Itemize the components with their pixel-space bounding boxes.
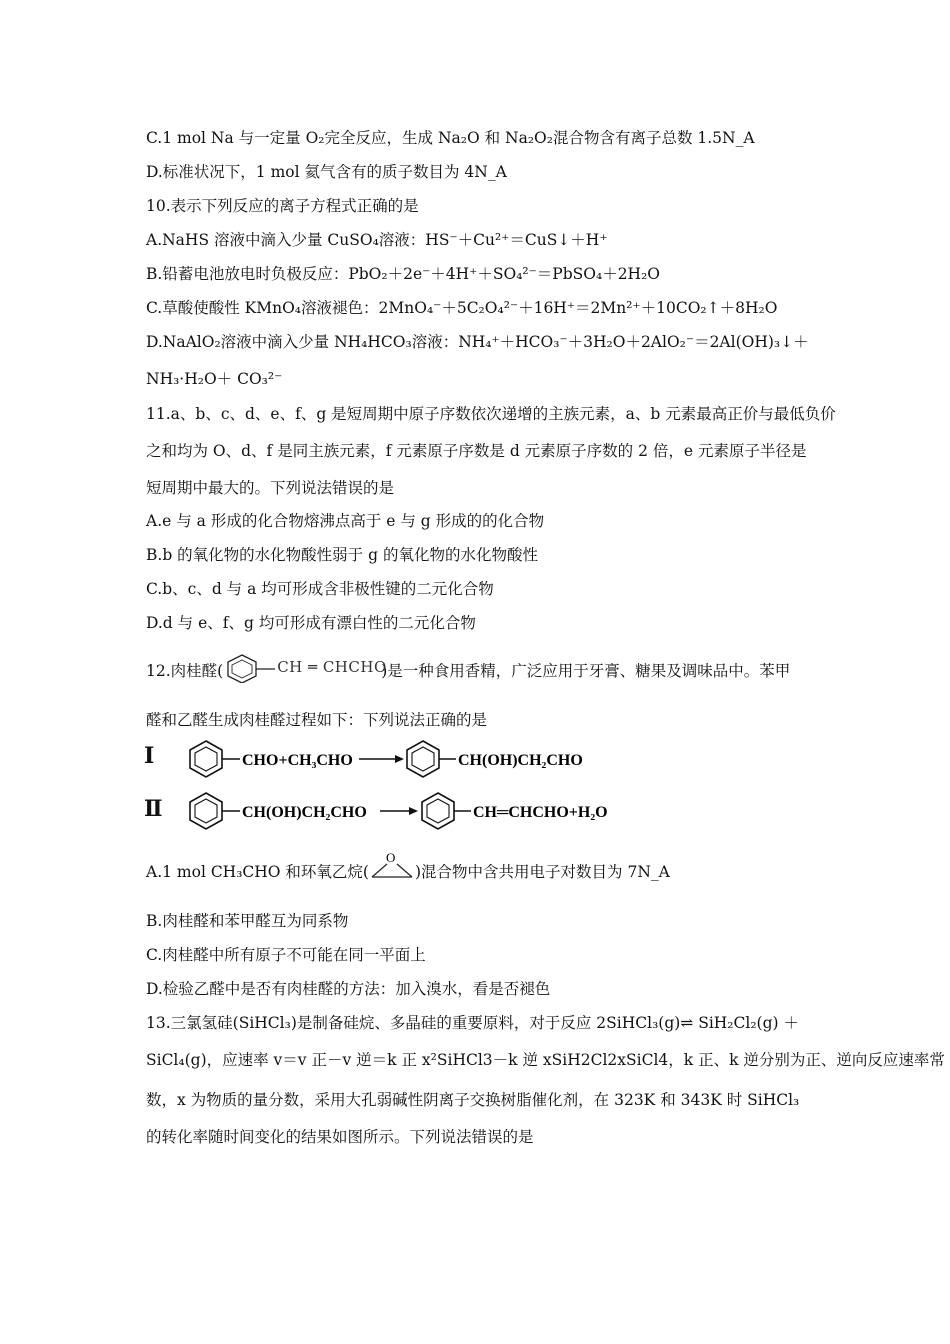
- q10-option-a: A.NaHS 溶液中滴入少量 CuSO₄溶液：HS⁻＋Cu²⁺＝CuS↓＋H⁺: [146, 231, 608, 249]
- q12-option-a: [146, 851, 670, 882]
- benzene-ring-icon: [190, 741, 240, 777]
- q12-option-a-pre: A.1 mol CH₃CHO 和环氧乙烷(: [146, 863, 369, 881]
- benzene-ring-icon: [407, 741, 456, 777]
- q12-option-b: B.肉桂醛和苯甲醛互为同系物: [146, 912, 349, 930]
- q11-option-d: D.d 与 e、f、g 均可形成有漂白性的二元化合物: [146, 614, 476, 632]
- ethylene-oxide-icon: [369, 851, 415, 881]
- arrow-right-icon: [380, 807, 418, 815]
- q13-stem-line4: 的转化率随时间变化的结果如图所示。下列说法错误的是: [146, 1128, 534, 1146]
- q13-stem-line3: 数，x 为物质的量分数，采用大孔弱碱性阴离子交换树脂催化剂，在 323K 和 343K 时 SiHCl₃: [146, 1091, 800, 1109]
- reaction-1-scheme: [185, 738, 605, 784]
- reaction-1-product: CH(OH)CH₂CHO: [458, 752, 583, 769]
- q12-option-a-post: )混合物中含共用电子对数目为 7N_A: [414, 863, 670, 881]
- q9-option-d: D.标准状况下，1 mol 氦气含有的质子数目为 4N_A: [146, 163, 507, 181]
- q12-stem-post: )是一种食用香精，广泛应用于牙膏、糖果及调味品中。苯甲: [381, 662, 791, 680]
- reaction-2-products: CH═CHCHO+H₂O: [473, 804, 608, 821]
- benzene-ring-icon: [190, 793, 240, 829]
- q11-stem-line2: 之和均为 O、d、f 是同主族元素，f 元素原子序数是 d 元素原子序数的 2 倍，e 元素原子半径是: [146, 442, 807, 460]
- reaction-2-scheme: [185, 790, 635, 836]
- q11-option-b: B.b 的氧化物的水化物酸性弱于 g 的氧化物的水化物酸性: [146, 546, 538, 564]
- q13-stem-line1: 13.三氯氢硅(SiHCl₃)是制备硅烷、多晶硅的重要原料，对于反应 2SiHCl₃(g)⇌ SiH₂Cl₂(g) ＋: [146, 1014, 799, 1032]
- cinnamaldehyde-formula: CH ═ CHCHO: [277, 658, 387, 676]
- q13-stem-line2: SiCl₄(g)，应速率 v＝v 正－v 逆＝k 正 x²SiHCl3－k 逆 xSiH2Cl2xSiCl4，k 正、k 逆分别为正、逆向反应速率常: [146, 1051, 945, 1069]
- q11-option-a: A.e 与 a 形成的化合物熔沸点高于 e 与 g 形成的的化合物: [146, 512, 545, 530]
- q10-option-c: C.草酸使酸性 KMnO₄溶液褪色：2MnO₄⁻＋5C₂O₄²⁻＋16H⁺＝2Mn²⁺＋10CO₂↑＋8H₂O: [146, 299, 778, 317]
- q12-option-c: C.肉桂醛中所有原子不可能在同一平面上: [146, 946, 426, 964]
- q10-option-d-line2: NH₃·H₂O＋ CO₃²⁻: [146, 370, 283, 388]
- q10-option-d-line1: D.NaAlO₂溶液中滴入少量 NH₄HCO₃溶液：NH₄⁺＋HCO₃⁻＋3H₂O＋2AlO₂⁻＝2Al(OH)₃↓＋: [146, 333, 809, 351]
- q12-option-d: D.检验乙醛中是否有肉桂醛的方法：加入溴水，看是否褪色: [146, 980, 551, 998]
- q11-stem-line3: 短周期中最大的。下列说法错误的是: [146, 479, 395, 497]
- q11-option-c: C.b、c、d 与 a 均可形成含非极性键的二元化合物: [146, 580, 494, 598]
- reaction-1-reactants: CHO+CH₃CHO: [242, 752, 353, 769]
- arrow-right-icon: [359, 755, 404, 763]
- epoxide-oxygen-label: O: [385, 851, 396, 865]
- benzene-ring-icon: [422, 793, 471, 829]
- q10-stem: 10.表示下列反应的离子方程式正确的是: [146, 197, 419, 215]
- reaction-2-label: Ⅱ: [144, 796, 163, 822]
- cinnamaldehyde-structure: [223, 653, 387, 683]
- q10-option-b: B.铅蓄电池放电时负极反应：PbO₂＋2e⁻＋4H⁺＋SO₄²⁻＝PbSO₄＋2H₂O: [146, 265, 660, 283]
- q12-stem-line1: [146, 658, 791, 683]
- epoxide-structure: [369, 851, 415, 881]
- q12-stem-line2: 醛和乙醛生成肉桂醛过程如下：下列说法正确的是: [146, 711, 488, 729]
- q9-option-c: C.1 mol Na 与一定量 O₂完全反应，生成 Na₂O 和 Na₂O₂混合物含有离子总数 1.5N_A: [146, 129, 755, 147]
- reaction-2-reactant: CH(OH)CH₂CHO: [242, 804, 367, 821]
- reaction-1-label: Ⅰ: [144, 743, 155, 769]
- q12-stem-pre: 12.肉桂醛(: [146, 662, 224, 680]
- q11-stem-line1: 11.a、b、c、d、e、f、g 是短周期中原子序数依次递增的主族元素，a、b 元素最高正价与最低负价: [146, 405, 836, 423]
